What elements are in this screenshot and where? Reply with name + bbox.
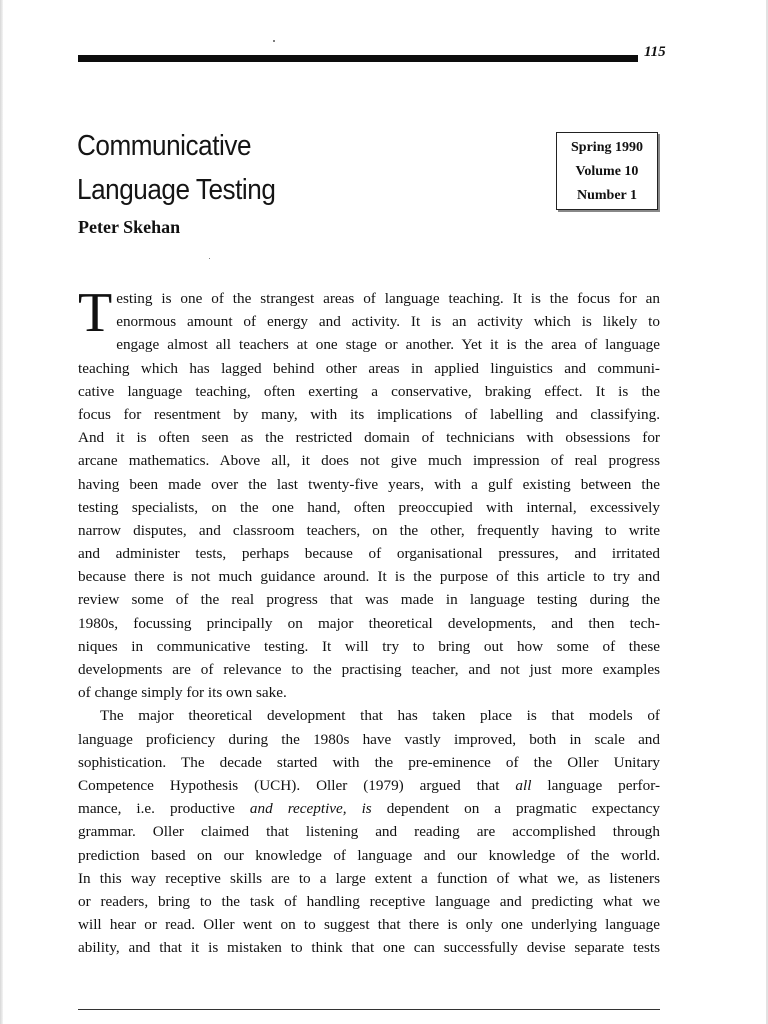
footer-rule [78, 1009, 660, 1010]
text-run: mance, i.e. productive [78, 800, 235, 818]
text-line: ability, and that it is mistaken to think that one can successfully devise separate tests [78, 939, 660, 957]
page-number: 115 [644, 44, 666, 60]
text-line: narrow disputes, and classroom teachers, on the other, frequently having to write [78, 521, 660, 539]
text-line [78, 797, 660, 820]
article-body [78, 282, 661, 959]
text-line [78, 774, 660, 797]
issue-volume: Volume 10 [575, 164, 639, 179]
text-line: cative language teaching, often exerting a conservative, braking effect. It is the [78, 382, 660, 400]
article-title [77, 124, 275, 212]
text-line: In this way receptive skills are to a large extent a function of what we, as listeners [78, 869, 660, 887]
text-line: 1980s, focussing principally on major theoretical developments, and then tech- [78, 614, 660, 632]
title-line-1: Communicative [77, 130, 252, 162]
text-line: sophistication. The decade started with the pre-eminence of the Oller Unitary [78, 753, 660, 771]
scan-speck [209, 258, 210, 259]
text-line: and administer tests, perhaps because of organisational pressures, and irritated [78, 545, 660, 563]
text-run: dependent on a pragmatic expectancy [371, 800, 661, 818]
header-rule [78, 55, 638, 62]
paragraph-2 [78, 704, 660, 959]
text-line: review some of the real progress that was made in language testing during the [78, 591, 660, 609]
text-line: of change simply for its own sake. [78, 684, 287, 702]
emphasis: all [515, 776, 532, 794]
text-line: arcane mathematics. Above all, it does not give much impression of real progress [78, 452, 660, 470]
text-run: language perfor- [531, 776, 661, 794]
paragraph-1 [78, 282, 660, 704]
text-line: having been made over the last twenty-five years, with a gulf existing between the [78, 475, 660, 493]
text-line: or readers, bring to the task of handling receptive language and predicting what we [78, 892, 660, 910]
author-name: Peter Skehan [78, 217, 181, 237]
text-line: grammar. Oller claimed that listening and reading are accomplished through [78, 823, 660, 841]
text-line: teaching which has lagged behind other areas in applied linguistics and communi- [78, 359, 660, 377]
text-line: will hear or read. Oller went on to suggest that there is only one underlying language [78, 916, 660, 934]
text-line: esting is one of the strangest areas of language teaching. It is the focus for an [116, 290, 660, 307]
text-line: The major theoretical development that has taken place is that models of [100, 707, 660, 725]
text-line: prediction based on our knowledge of language and our knowledge of the world. [78, 846, 660, 864]
text-line: focus for resentment by many, with its implications of labelling and classifying. [78, 405, 660, 423]
text-line: testing specialists, on the one hand, often preoccupied with internal, excessively [78, 498, 660, 516]
text-line: niques in communicative testing. It will try to bring out how some of these [78, 637, 660, 655]
issue-info-box [556, 132, 658, 210]
text-line: And it is often seen as the restricted domain of technicians with obsessions for [78, 429, 660, 447]
text-line: engage almost all teachers at one stage or another. Yet it is the area of language [116, 336, 660, 354]
text-line: because there is not much guidance around. It is the purpose of this article to try and [78, 568, 660, 586]
issue-number: Number 1 [576, 188, 638, 203]
text-run: Competence Hypothesis (UCH). Oller (1979) argued that [78, 776, 500, 794]
title-line-2: Language Testing [77, 174, 276, 206]
text-line: language proficiency during the 1980s have vastly improved, both in scale and [78, 730, 660, 748]
emphasis: and receptive, is [249, 800, 372, 818]
text-line: developments are of relevance to the practising teacher, and not just more examples [78, 661, 660, 678]
scan-speck [273, 40, 275, 42]
text-line: enormous amount of energy and activity. It is an activity which is likely to [116, 313, 660, 331]
drop-cap: T [78, 282, 113, 344]
scan-edge-left [0, 0, 3, 1024]
issue-season: Spring 1990 [571, 140, 643, 155]
